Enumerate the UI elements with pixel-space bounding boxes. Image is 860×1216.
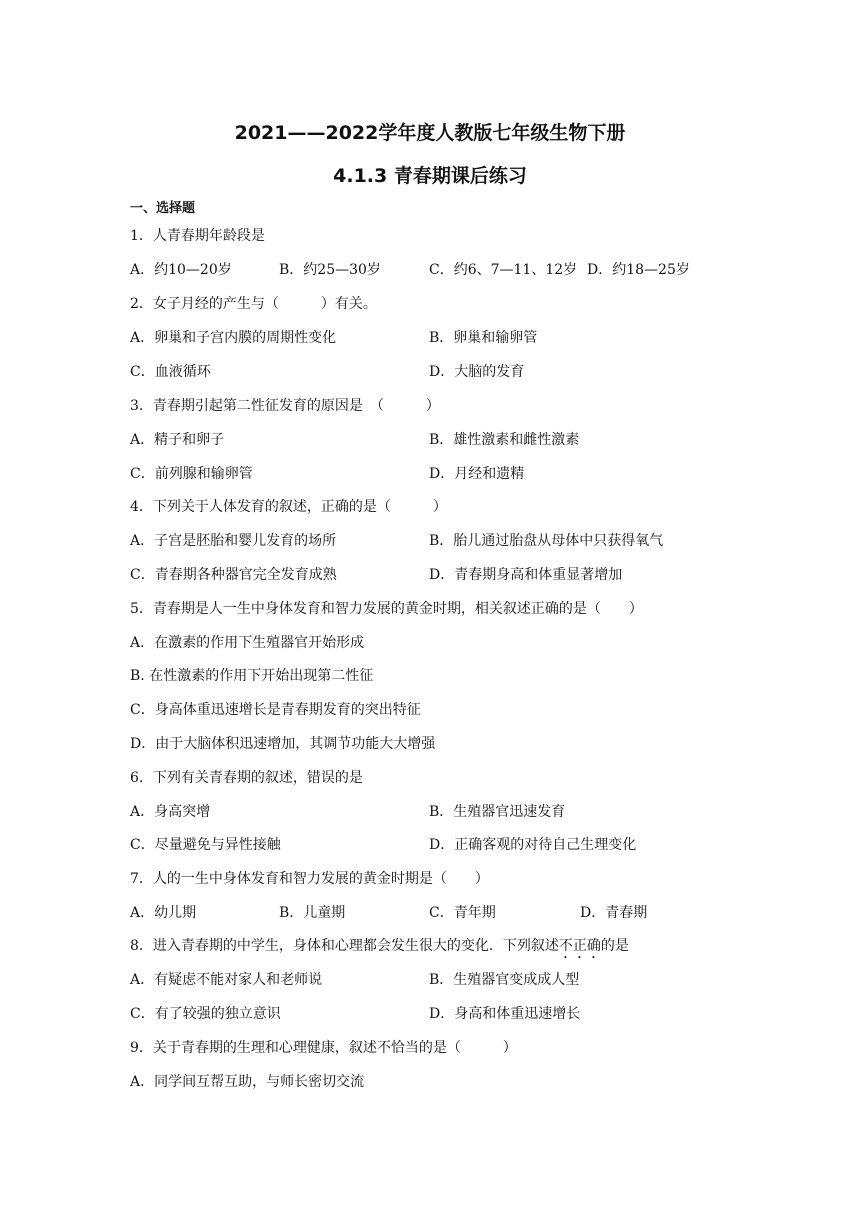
q7-option-c: C．青年期: [429, 905, 496, 921]
q8-option-b: B．生殖器官变成成人型: [429, 972, 580, 988]
section-heading: 一、选择题: [130, 201, 196, 216]
q6-option-a: A．身高突增: [130, 804, 211, 820]
q8-option-c: C．有了较强的独立意识: [130, 1006, 281, 1022]
q4-option-c: C．青春期各种器官完全发育成熟: [130, 567, 337, 583]
question-stem-5: 5．青春期是人一生中身体发育和智力发展的黄金时期，相关叙述正确的是（ ）: [130, 601, 643, 617]
q4-option-d: D．青春期身高和体重显著增加: [429, 567, 623, 583]
question-stem-3: 3．青春期引起第二性征发育的原因是 （ ）: [130, 398, 440, 414]
q3-option-c: C．前列腺和输卵管: [130, 466, 253, 482]
q1-option-c: C．约6、7—11、12岁: [429, 262, 578, 278]
question-stem-6: 6．下列有关青春期的叙述，错误的是: [130, 770, 363, 786]
q8-stem-end: 的是: [600, 938, 629, 954]
question-stem-8: [130, 935, 629, 962]
q4-option-a: A．子宫是胚胎和婴儿发育的场所: [130, 533, 337, 549]
q3-option-b: B．雄性激素和雌性激素: [429, 432, 580, 448]
doc-title: 2021——2022学年度人教版七年级生物下册: [234, 122, 626, 144]
question-stem-4: 4．下列关于人体发育的叙述，正确的是（ ）: [130, 499, 447, 515]
q7-option-d: D．青春期: [580, 905, 648, 921]
question-stem-1: 1．人青春期年龄段是: [130, 228, 265, 244]
q1-option-a: A．约10—20岁: [130, 262, 232, 278]
q2-option-d: D．大脑的发育: [429, 364, 525, 380]
q4-option-b: B．胎儿通过胎盘从母体中只获得氧气: [429, 533, 664, 549]
q5-option-b: B. 在性激素的作用下开始出现第二性征: [130, 668, 374, 684]
q2-option-a: A．卵巢和子宫内膜的周期性变化: [130, 330, 337, 346]
q3-option-a: A．精子和卵子: [130, 432, 225, 448]
q8-stem-start: 8．进入青春期的中学生，身体和心理都会发生很大的变化．下列叙述: [130, 938, 559, 954]
q1-option-b: B．约25—30岁: [279, 262, 381, 278]
question-stem-7: 7．人的一生中身体发育和智力发展的黄金时期是（ ）: [130, 871, 489, 887]
q5-option-c: C．身高体重迅速增长是青春期发育的突出特征: [130, 702, 421, 718]
q1-option-d: D．约18—25岁: [587, 262, 690, 278]
q5-option-a: A．在激素的作用下生殖器官开始形成: [130, 635, 365, 651]
q9-option-a: A．同学间互帮互助，与师长密切交流: [130, 1074, 365, 1090]
q8-option-a: A．有疑虑不能对家人和老师说: [130, 972, 323, 988]
question-stem-2: 2．女子月经的产生与（ ）有关。: [130, 296, 377, 312]
q6-option-d: D．正确客观的对待自己生理变化: [429, 837, 637, 853]
q6-option-c: C．尽量避免与异性接触: [130, 837, 281, 853]
q2-option-c: C．血液循环: [130, 364, 211, 380]
q7-option-a: A．幼儿期: [130, 905, 197, 921]
question-stem-9: 9．关于青春期的生理和心理健康，叙述不恰当的是（ ）: [130, 1040, 517, 1056]
q3-option-d: D．月经和遗精: [429, 466, 525, 482]
q7-option-b: B．儿童期: [279, 905, 346, 921]
q5-option-d: D．由于大脑体积迅速增加，其调节功能大大增强: [130, 736, 436, 752]
q2-option-b: B．卵巢和输卵管: [429, 330, 538, 346]
doc-subtitle: 4.1.3 青春期课后练习: [333, 165, 527, 187]
q8-option-d: D．身高和体重迅速增长: [429, 1006, 581, 1022]
q6-option-b: B．生殖器官迅速发育: [429, 804, 566, 820]
q8-stem-emphasis: 不正确: [558, 938, 601, 954]
